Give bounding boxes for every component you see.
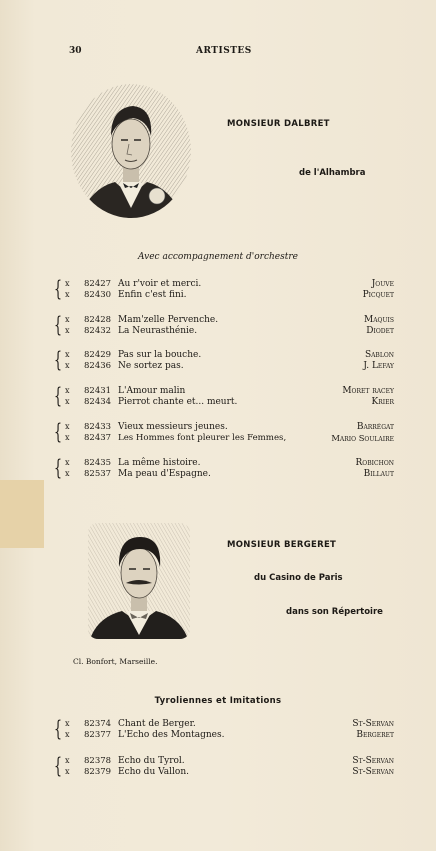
record-marker: x [65, 730, 70, 739]
record-marker: x [65, 279, 70, 288]
record-pair [54, 385, 394, 409]
page-number: 30 [69, 46, 82, 56]
record-marker: x [65, 315, 70, 324]
record-title: Echo du Vallon. [118, 767, 189, 777]
record-marker: x [65, 290, 70, 299]
brace-glyph: { [54, 754, 63, 778]
record-number: 82427 [84, 279, 112, 289]
record-composer: St-Servan [352, 756, 394, 766]
record-number: 82379 [84, 767, 112, 777]
record-composer: Barrégat [356, 422, 394, 432]
record-row [54, 729, 394, 741]
record-marker: x [65, 397, 70, 406]
artist1-venue: de l'Alhambra [299, 168, 366, 178]
record-composer: Maquis [363, 315, 394, 325]
brace-glyph: { [54, 456, 63, 480]
record-composer: Billaut [363, 469, 394, 479]
record-row [54, 325, 394, 337]
record-marker: x [65, 350, 70, 359]
record-marker: x [65, 361, 70, 370]
record-row [54, 289, 394, 301]
record-marker: x [65, 458, 70, 467]
brace-glyph: { [54, 313, 63, 337]
record-marker: x [65, 756, 70, 765]
record-title: Pierrot chante et... meurt. [118, 397, 238, 407]
brace-glyph: { [54, 384, 63, 408]
record-row [54, 432, 394, 444]
record-row [54, 468, 394, 480]
record-composer: Jouve [371, 279, 394, 289]
record-title: L'Echo des Montagnes. [118, 730, 225, 740]
record-title: Pas sur la bouche. [118, 350, 202, 360]
page-edge-tab [0, 480, 44, 548]
record-row [54, 360, 394, 372]
photo-credit: Cl. Bonfort, Marseille. [73, 657, 158, 666]
record-number: 82431 [84, 386, 112, 396]
record-number: 82432 [84, 326, 112, 336]
record-marker: x [65, 767, 70, 776]
accompaniment-caption: Avec accompagnement d'orchestre [138, 252, 298, 262]
record-title: Echo du Tyrol. [118, 756, 185, 766]
record-composer: St-Servan [352, 719, 394, 729]
record-composer: St-Servan [352, 767, 394, 777]
record-title: Chant de Berger. [118, 719, 196, 729]
record-composer: Robichon [355, 458, 394, 468]
record-number: 82429 [84, 350, 112, 360]
record-number: 82378 [84, 756, 112, 766]
record-composer: Diodet [366, 326, 394, 336]
record-composer: Mario Soulaire [331, 433, 394, 443]
record-number: 82433 [84, 422, 112, 432]
record-pair [54, 421, 394, 445]
record-marker: x [65, 719, 70, 728]
record-number: 82435 [84, 458, 112, 468]
record-marker: x [65, 469, 70, 478]
record-title: Ne sortez pas. [118, 361, 184, 371]
record-title: Mam'zelle Pervenche. [118, 315, 219, 325]
record-composer: Krier [371, 397, 394, 407]
record-composer: Picquet [362, 290, 394, 300]
record-title: Au r'voir et merci. [118, 279, 202, 289]
record-composer: Moret racey [342, 386, 394, 396]
record-pair [54, 755, 394, 779]
record-title: La Neurasthénie. [118, 326, 198, 336]
record-pair [54, 349, 394, 373]
record-number: 82436 [84, 361, 112, 371]
record-marker: x [65, 326, 70, 335]
artist2-name: MONSIEUR BERGERET [227, 540, 337, 550]
record-marker: x [65, 386, 70, 395]
artist2-venue: du Casino de Paris [254, 573, 343, 583]
record-number: 82374 [84, 719, 112, 729]
record-number: 82377 [84, 730, 112, 740]
record-pair [54, 314, 394, 338]
record-title: Ma peau d'Espagne. [118, 469, 211, 479]
record-number: 82430 [84, 290, 112, 300]
record-composer: Bergeret [356, 730, 394, 740]
section-title: Tyroliennes et Imitations [154, 696, 282, 706]
record-pair [54, 278, 394, 302]
record-composer: Sablon [364, 350, 394, 360]
record-number: 82537 [84, 469, 112, 479]
record-number: 82434 [84, 397, 112, 407]
brace-glyph: { [54, 277, 63, 301]
brace-glyph: { [54, 348, 63, 372]
record-row [54, 396, 394, 408]
record-pair [54, 718, 394, 742]
record-marker: x [65, 422, 70, 431]
artist2-repertoire: dans son Répertoire [286, 607, 383, 617]
brace-glyph: { [54, 420, 63, 444]
page-header-title: ARTISTES [196, 46, 252, 56]
portrait-dalbret [71, 84, 191, 218]
record-title: Enfin c'est fini. [118, 290, 187, 300]
record-number: 82428 [84, 315, 112, 325]
record-title: Les Hommes font pleurer les Femmes, [118, 433, 287, 443]
artist1-name: MONSIEUR DALBRET [227, 119, 330, 129]
brace-glyph: { [54, 717, 63, 741]
record-title: La même histoire. [118, 458, 201, 468]
record-row [54, 766, 394, 778]
record-pair [54, 457, 394, 481]
record-composer: J. Lefay [363, 361, 394, 371]
portrait-bergeret [88, 523, 190, 639]
record-marker: x [65, 433, 70, 442]
record-title: Vieux messieurs jeunes. [118, 422, 228, 432]
record-number: 82437 [84, 433, 112, 443]
record-title: L'Amour malin [118, 386, 186, 396]
